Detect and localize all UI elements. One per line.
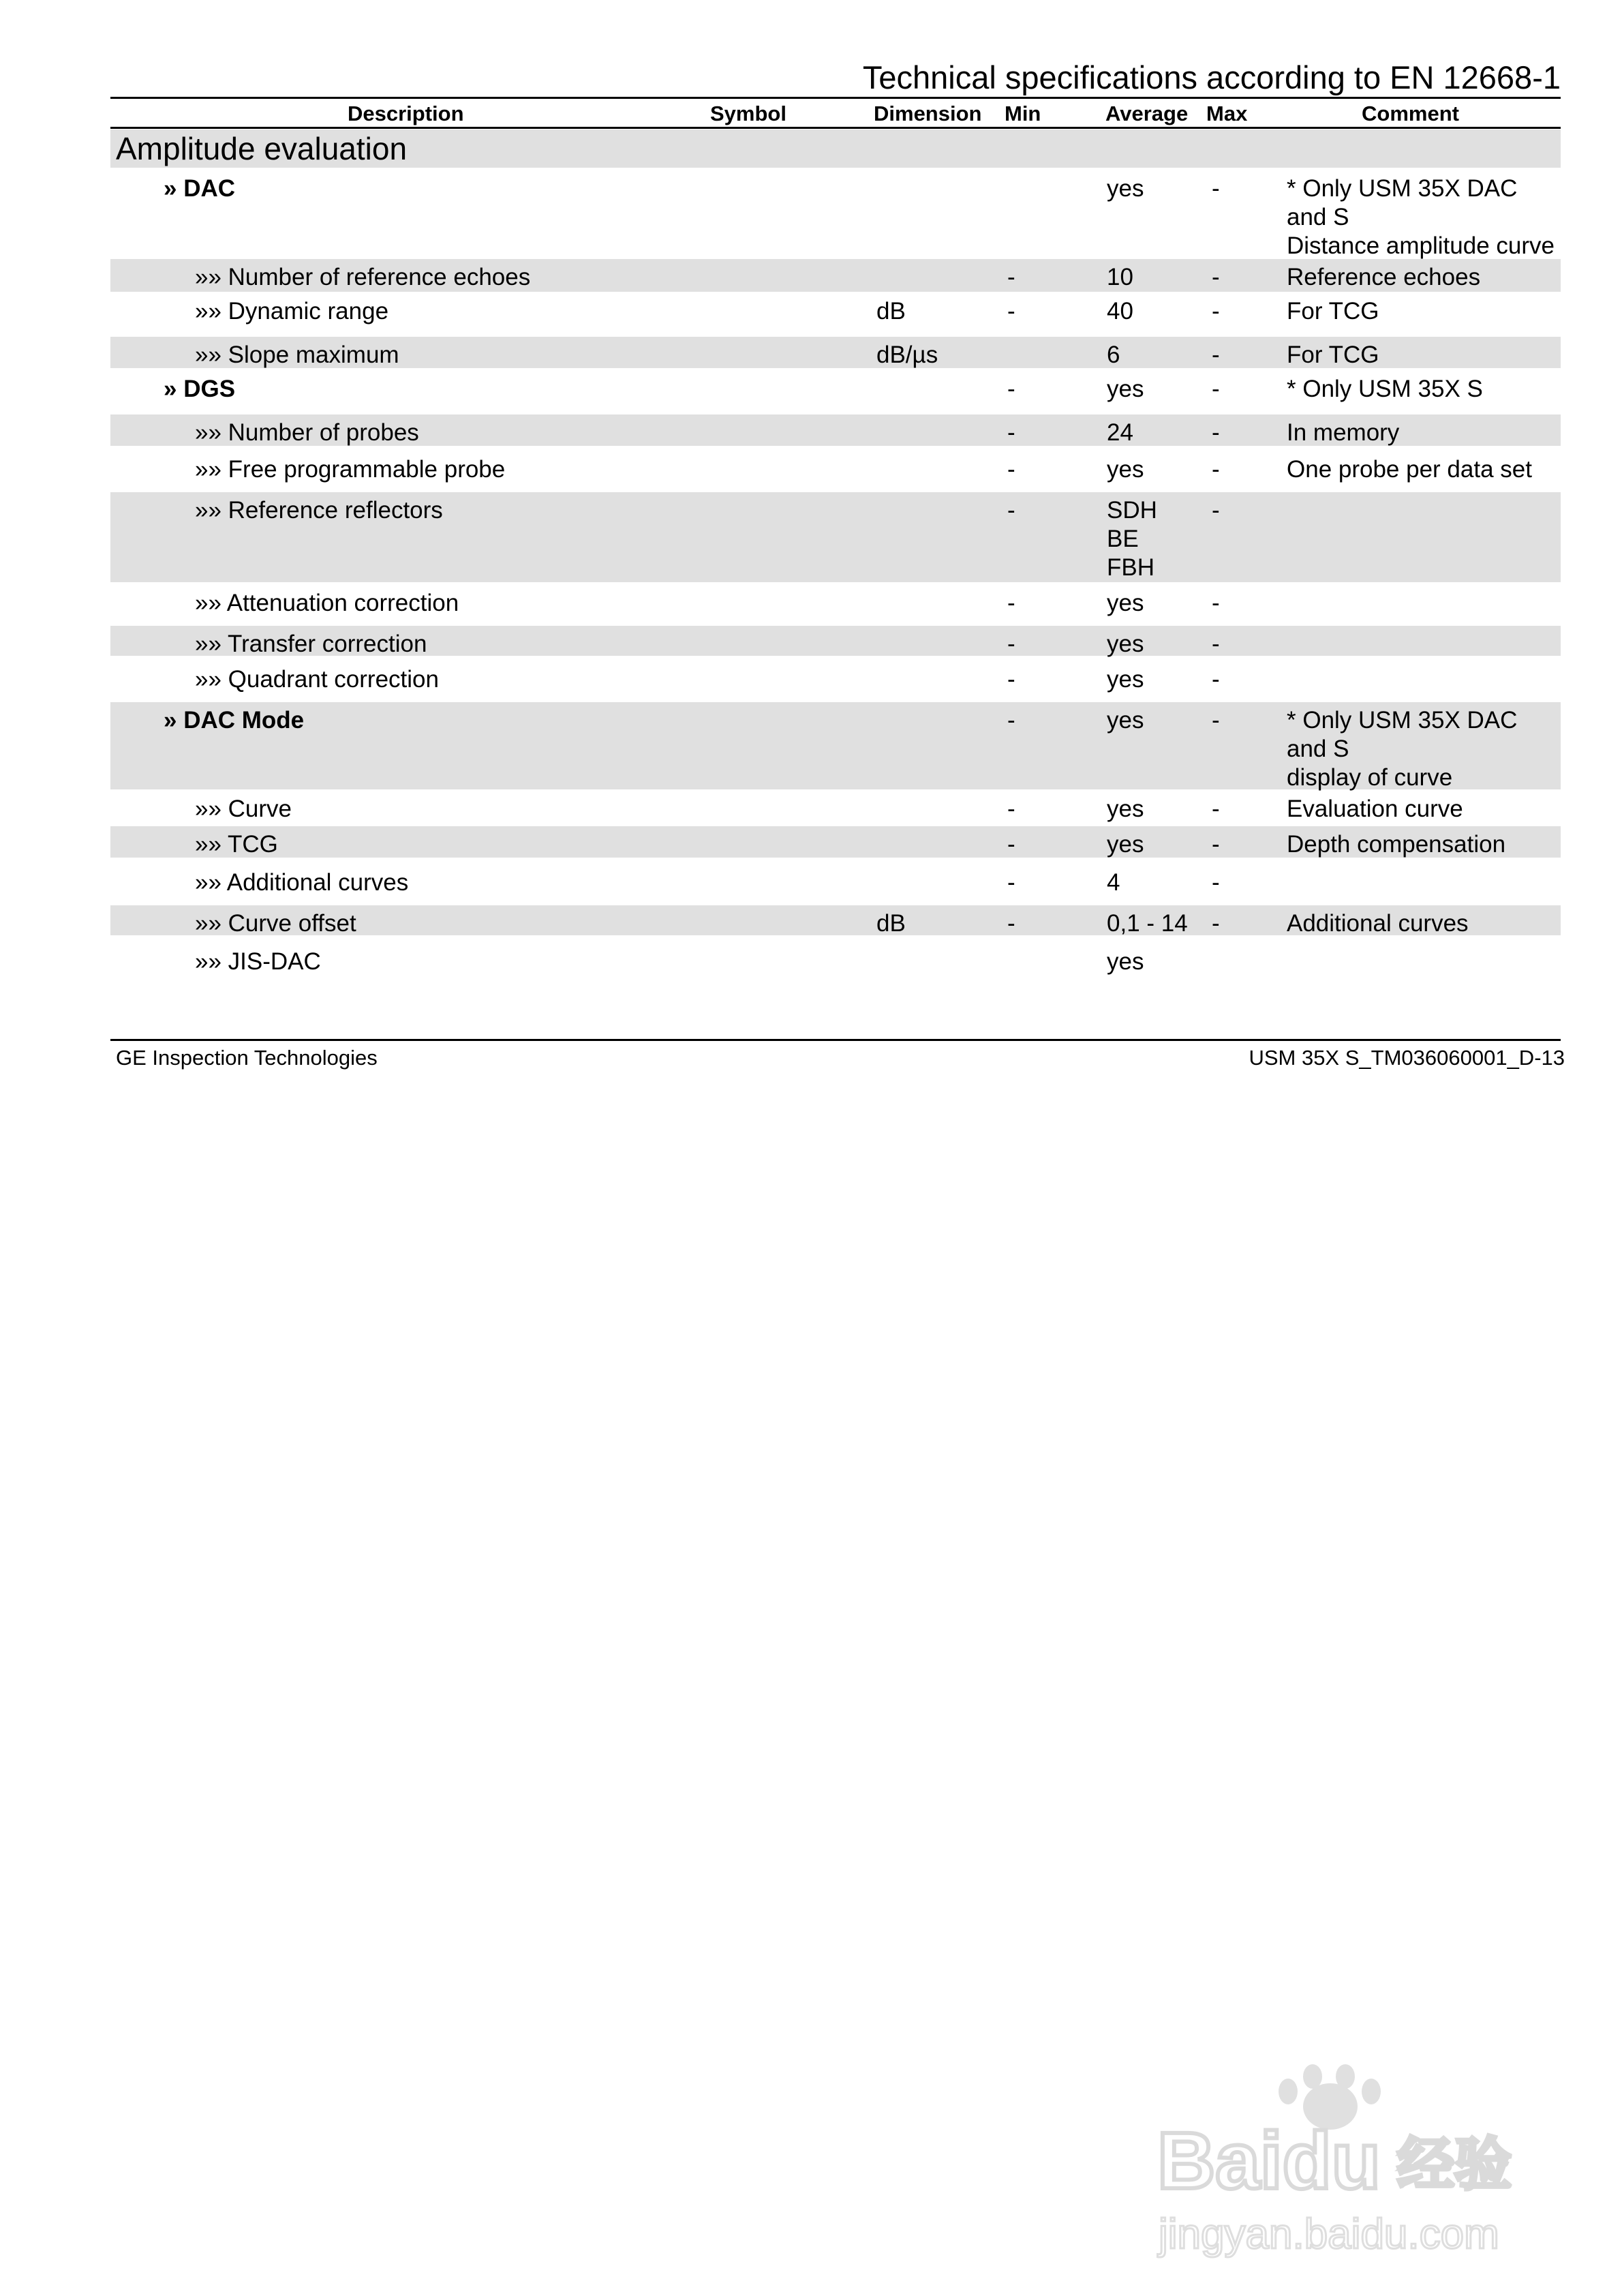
cell-max: - — [1212, 910, 1220, 937]
table-row — [110, 791, 1561, 825]
cell-min: - — [1007, 376, 1015, 402]
watermark-url: jingyan.baidu.com — [1159, 2211, 1499, 2258]
cell-max: - — [1212, 590, 1220, 616]
cell-average: 24 — [1107, 419, 1133, 446]
table-row — [110, 661, 1561, 699]
cell-min: - — [1007, 796, 1015, 822]
col-header-comment: Comment — [1362, 102, 1459, 125]
cell-description: » DAC — [164, 175, 236, 202]
baidu-watermark — [1152, 2059, 1533, 2263]
cell-max: - — [1212, 419, 1220, 446]
cell-description: »» Quadrant correction — [195, 666, 439, 693]
cell-max: - — [1212, 666, 1220, 693]
cell-min: - — [1007, 910, 1015, 937]
cell-min: - — [1007, 456, 1015, 483]
table-row — [110, 337, 1561, 368]
cell-max: - — [1212, 342, 1220, 368]
cell-min: - — [1007, 666, 1015, 693]
cell-comment: For TCG — [1287, 342, 1379, 368]
cell-max: - — [1212, 264, 1220, 290]
cell-average: yes — [1107, 796, 1144, 822]
cell-max: - — [1212, 456, 1220, 483]
cell-comment: In memory — [1287, 419, 1400, 446]
cell-min: - — [1007, 869, 1015, 896]
footer-rule — [110, 1039, 1561, 1041]
cell-comment: * Only USM 35X DAC and S display of curve — [1287, 707, 1518, 791]
cell-average: 4 — [1107, 869, 1120, 896]
table-row — [110, 451, 1561, 489]
table-row — [110, 492, 1561, 582]
table-row — [110, 371, 1561, 409]
cell-average: yes — [1107, 831, 1144, 858]
table-row — [110, 259, 1561, 292]
cell-description: »» Transfer correction — [195, 631, 427, 657]
table-row — [110, 585, 1561, 623]
cell-max: - — [1212, 796, 1220, 822]
cell-max: - — [1212, 376, 1220, 402]
cell-max: - — [1212, 175, 1220, 202]
cell-min: - — [1007, 707, 1015, 734]
cell-description: »» TCG — [195, 831, 278, 858]
footer-doc-id: USM 35X S_TM036060001_D-13 — [1249, 1046, 1565, 1070]
table-row — [110, 170, 1561, 259]
cell-comment: * Only USM 35X S — [1287, 376, 1483, 402]
cell-dimension: dB — [876, 298, 906, 324]
cell-average: 6 — [1107, 342, 1120, 368]
cell-min: - — [1007, 419, 1015, 446]
cell-comment: * Only USM 35X DAC and S Distance amplitude curve — [1287, 175, 1555, 259]
cell-min: - — [1007, 264, 1015, 290]
col-header-dimension: Dimension — [874, 102, 982, 125]
cell-description: » DGS — [164, 376, 236, 402]
cell-comment: Depth compensation — [1287, 831, 1506, 858]
cell-average: SDH BE FBH — [1107, 497, 1157, 581]
cell-min: - — [1007, 631, 1015, 657]
cell-comment: Evaluation curve — [1287, 796, 1463, 822]
cell-min: - — [1007, 590, 1015, 616]
cell-min: - — [1007, 831, 1015, 858]
watermark-brand-cn: 经验 — [1397, 2131, 1512, 2198]
cell-description: » DAC Mode — [164, 707, 305, 734]
cell-average: yes — [1107, 707, 1144, 734]
cell-dimension: dB — [876, 910, 906, 937]
cell-description: »» Curve — [195, 796, 292, 822]
watermark-brand: Baidu — [1157, 2116, 1381, 2206]
cell-max: - — [1212, 298, 1220, 324]
table-row — [110, 905, 1561, 935]
cell-description: »» Reference reflectors — [195, 497, 443, 524]
cell-average: yes — [1107, 948, 1144, 975]
cell-description: »» Number of reference echoes — [195, 264, 531, 290]
footer-company: GE Inspection Technologies — [116, 1046, 378, 1070]
table-row — [110, 826, 1561, 858]
cell-average: yes — [1107, 631, 1144, 657]
table-row — [110, 864, 1561, 903]
cell-average: yes — [1107, 376, 1144, 402]
col-header-average: Average — [1105, 102, 1189, 125]
table-row — [110, 943, 1561, 982]
title-rule — [110, 97, 1561, 99]
cell-average: yes — [1107, 456, 1144, 483]
cell-description: »» Additional curves — [195, 869, 409, 896]
table-row — [110, 626, 1561, 656]
cell-description: »» Dynamic range — [195, 298, 389, 324]
cell-max: - — [1212, 631, 1220, 657]
table-row — [110, 293, 1561, 329]
col-header-description: Description — [348, 102, 464, 125]
cell-dimension: dB/µs — [876, 342, 938, 368]
cell-comment: Reference echoes — [1287, 264, 1481, 290]
cell-max: - — [1212, 869, 1220, 896]
section-title: Amplitude evaluation — [116, 131, 408, 166]
cell-description: »» Free programmable probe — [195, 456, 506, 483]
cell-average: yes — [1107, 666, 1144, 693]
cell-average: yes — [1107, 175, 1144, 202]
cell-comment: One probe per data set — [1287, 456, 1532, 483]
page-title: Technical specifications according to EN 12668-1 — [862, 59, 1561, 95]
cell-description: »» Number of probes — [195, 419, 419, 446]
cell-max: - — [1212, 831, 1220, 858]
col-header-min: Min — [1005, 102, 1041, 125]
cell-min: - — [1007, 497, 1015, 524]
cell-average: 40 — [1107, 298, 1133, 324]
cell-max: - — [1212, 707, 1220, 734]
cell-max: - — [1212, 497, 1220, 524]
cell-min: - — [1007, 298, 1015, 324]
cell-description: »» Attenuation correction — [195, 590, 459, 616]
table-row — [110, 414, 1561, 446]
table-row — [110, 702, 1561, 789]
cell-average: yes — [1107, 590, 1144, 616]
cell-average: 0,1 - 14 — [1107, 910, 1188, 937]
col-header-symbol: Symbol — [710, 102, 786, 125]
cell-description: »» JIS-DAC — [195, 948, 321, 975]
cell-comment: For TCG — [1287, 298, 1379, 324]
col-header-max: Max — [1206, 102, 1248, 125]
cell-average: 10 — [1107, 264, 1133, 290]
cell-description: »» Slope maximum — [195, 342, 399, 368]
header-rule — [110, 127, 1561, 129]
cell-description: »» Curve offset — [195, 910, 356, 937]
cell-comment: Additional curves — [1287, 910, 1469, 937]
